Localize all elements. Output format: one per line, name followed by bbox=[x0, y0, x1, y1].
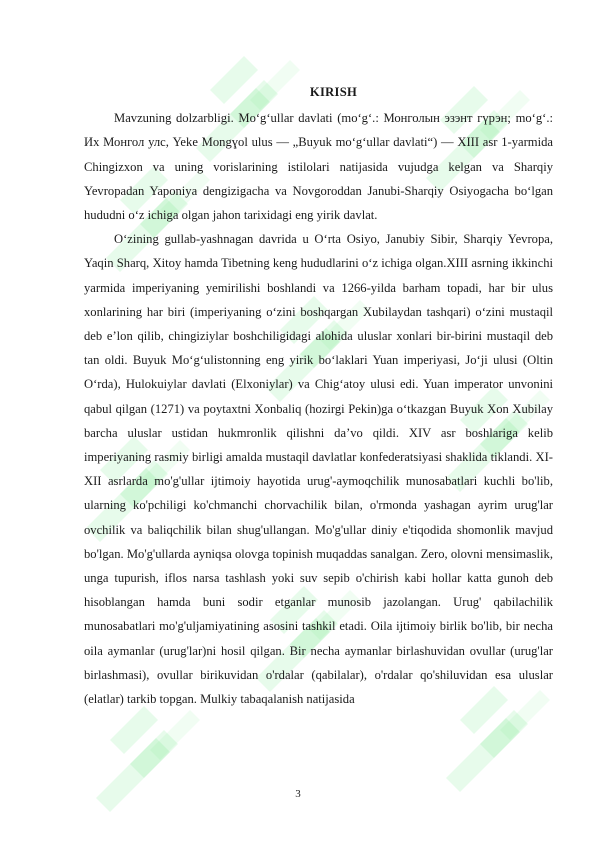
paragraph: O‘zining gullab-yashnagan davrida u O‘rta Osiyo, Janubiy Sibir, Sharqiy Yevropa, Yaqin Sharq, Xitoy hamda Tibetning keng hududlarini o‘z ichiga olgan.XIII asrning ikkinchi yarmida imperiyaning yemirilishi boshlandi va 1266-yilda barham topadi, har bir ulus xonlarining har biri (imperiyaning o‘zini boshqargan Xubilaydan tashqari) o‘zini mustaqil deb e’lon qilib, chingiziylar boshchiligidagi alohida uluslar xonlari bir-birini mustaqil deb tan oldi. Buyuk Mo‘g‘ulistonning eng yirik bo‘laklari Yuan imperiyasi, Jo‘ji ulusi (Oltin O‘rda), Hulokuiylar davlati (Elxoniylar) va Chig‘atoy ulusi edi. Yuan imperator unvonini qabul qilgan (1271) va poytaxtni Xonbaliq (hozirgi Pekin)ga o‘tkazgan Buyuk Xon Xubilay barcha uluslar ustidan hukmronlik qilishni da’vo qildi. XIV asr boshlariga kelib imperiyaning rasmiy birligi amalda mustaqil davlatlar konfederatsiyasi shaklida tiklandi. XI-XII asrlarda mo'g'ullar ijtimoiy hayotida urug'-aymoqchilik munosabatlari kuchli bo'lib, ularning ko'pchiligi ko'chmanchi chorvachilik bilan, o'rmonda yashagan ayrim urug'lar ovchilik va baliqchilik bilan shug'ullangan. Mo'g'ullar diniy e'tiqodida shomonlik mavjud bo'lgan. Mo'g'ullarda ayniqsa olovga topinish muqaddas sanalgan. Zero, olovni mensimaslik, unga tupurish, iflos narsa tashlash yoki suv sepib o'chirish kabi hollar katta gunoh deb hisoblangan hamda buni sodir etganlar munosib jazolangan. Urug' qabilachilik munosabatlari mo'g'uljamiyatining asosini tashkil etadi. Oila ijtimoiy birlik bo'lib, bir necha oila aymanlar (urug'lar)ni hosil qilgan. Bir necha aymanlar birlashuvidan ovullar (urug'lar birlashmasi), ovullar birikuvidan o'rdalar (qabilalar), o'rdalar qo'shiluvidan esa uluslar (elatlar) tarkib topgan. Mulkiy tabaqalanish natijasida bbox=[84, 232, 553, 707]
document-body bbox=[84, 80, 553, 711]
paragraph: Mavzuning dolzarbligi. Mo‘g‘ullar davlati (mo‘g‘.: Монголын эзэнт гүрэн; mo‘g‘.: Их Монгол улс, Yeke Mongɣol ulus — „Buyuk mo‘g‘ullar davlati“) — XIII asr 1-yarmida Chingizxon va uning vorislarining istilolari natijasida vujudga kelgan va Sharqiy Yevropadan Yaponiya dengizigacha va Novgoroddan Janubi-Sharqiy Osiyogacha bo‘lgan hududni o‘z ichiga olgan jahon tarixidagi eng yirik davlat. bbox=[84, 111, 553, 223]
section-title: KIRISH bbox=[309, 85, 358, 99]
page-number: 3 bbox=[295, 788, 301, 800]
